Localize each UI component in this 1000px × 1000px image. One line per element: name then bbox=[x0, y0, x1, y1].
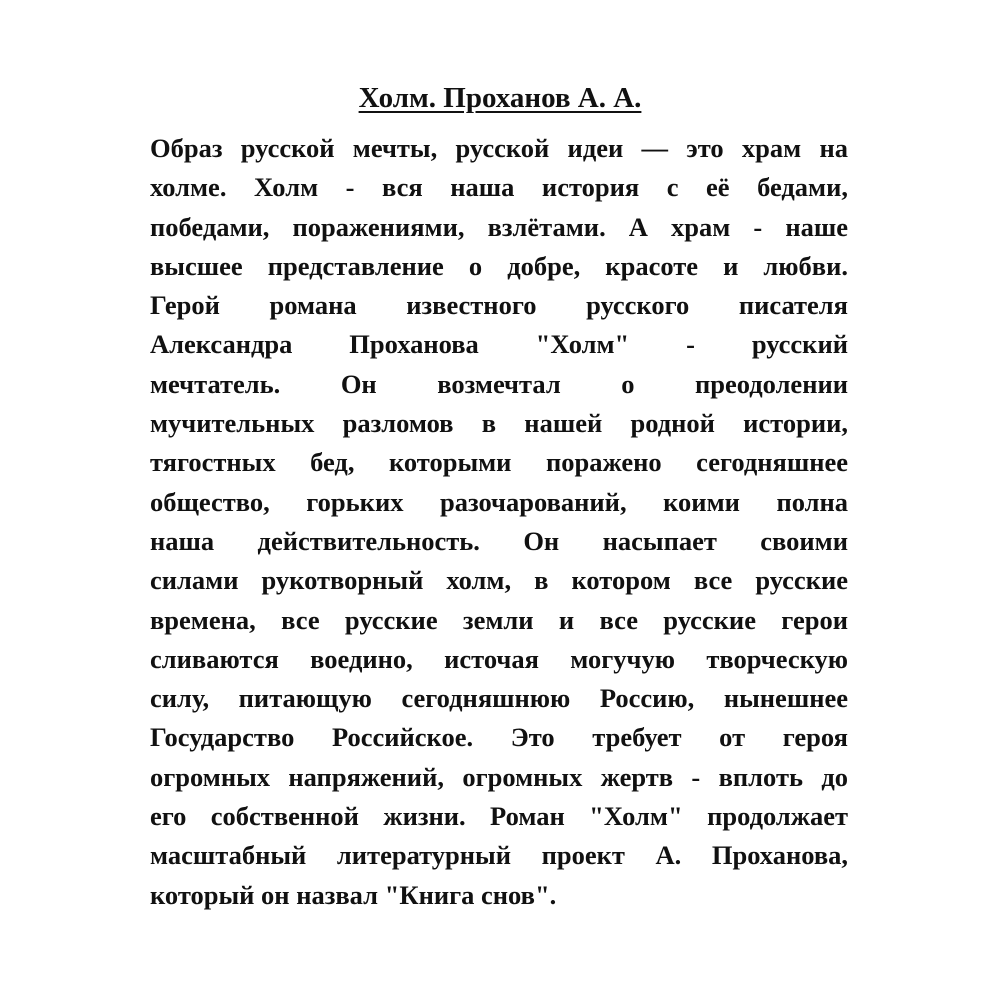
page-title bbox=[0, 78, 1000, 118]
text-line: общество, горьких разочарований, коими полна bbox=[150, 486, 848, 517]
text-line: который он назвал "Книга снов". bbox=[150, 879, 557, 910]
text-line: огромных напряжений, огромных жертв - вплоть до bbox=[150, 761, 848, 792]
text-line: холме. Холм - вся наша история с её бедами, bbox=[150, 172, 848, 203]
text-line: Государство Российское. Это требует от героя bbox=[150, 722, 848, 753]
text-line: сливаются воедино, источая могучую творческую bbox=[150, 643, 848, 674]
text-line: Александра Проханова "Холм" - русский bbox=[150, 329, 848, 360]
text-line: времена, все русские земли и все русские герои bbox=[150, 604, 848, 635]
description-paragraph bbox=[150, 129, 848, 915]
text-line: Герой романа известного русского писателя bbox=[150, 290, 848, 321]
text-line: его собственной жизни. Роман "Холм" продолжает bbox=[150, 801, 848, 832]
text-line: тягостных бед, которыми поражено сегодняшнее bbox=[150, 447, 848, 478]
text-line: мечтатель. Он возмечтал о преодолении bbox=[150, 368, 848, 399]
text-line: наша действительность. Он насыпает своими bbox=[150, 525, 848, 556]
text-line: мучительных разломов в нашей родной истории, bbox=[150, 408, 848, 439]
text-line: масштабный литературный проект А. Проханова, bbox=[150, 840, 848, 871]
title-text: Холм. Проханов А. А. bbox=[358, 82, 642, 114]
text-line: Образ русской мечты, русской идеи — это храм на bbox=[150, 133, 848, 163]
text-line: победами, поражениями, взлётами. А храм - наше bbox=[150, 211, 848, 242]
text-line: высшее представление о добре, красоте и любви. bbox=[150, 250, 848, 281]
text-line: силами рукотворный холм, в котором все русские bbox=[150, 565, 848, 596]
text-line: силу, питающую сегодняшнюю Россию, нынешнее bbox=[150, 683, 848, 714]
